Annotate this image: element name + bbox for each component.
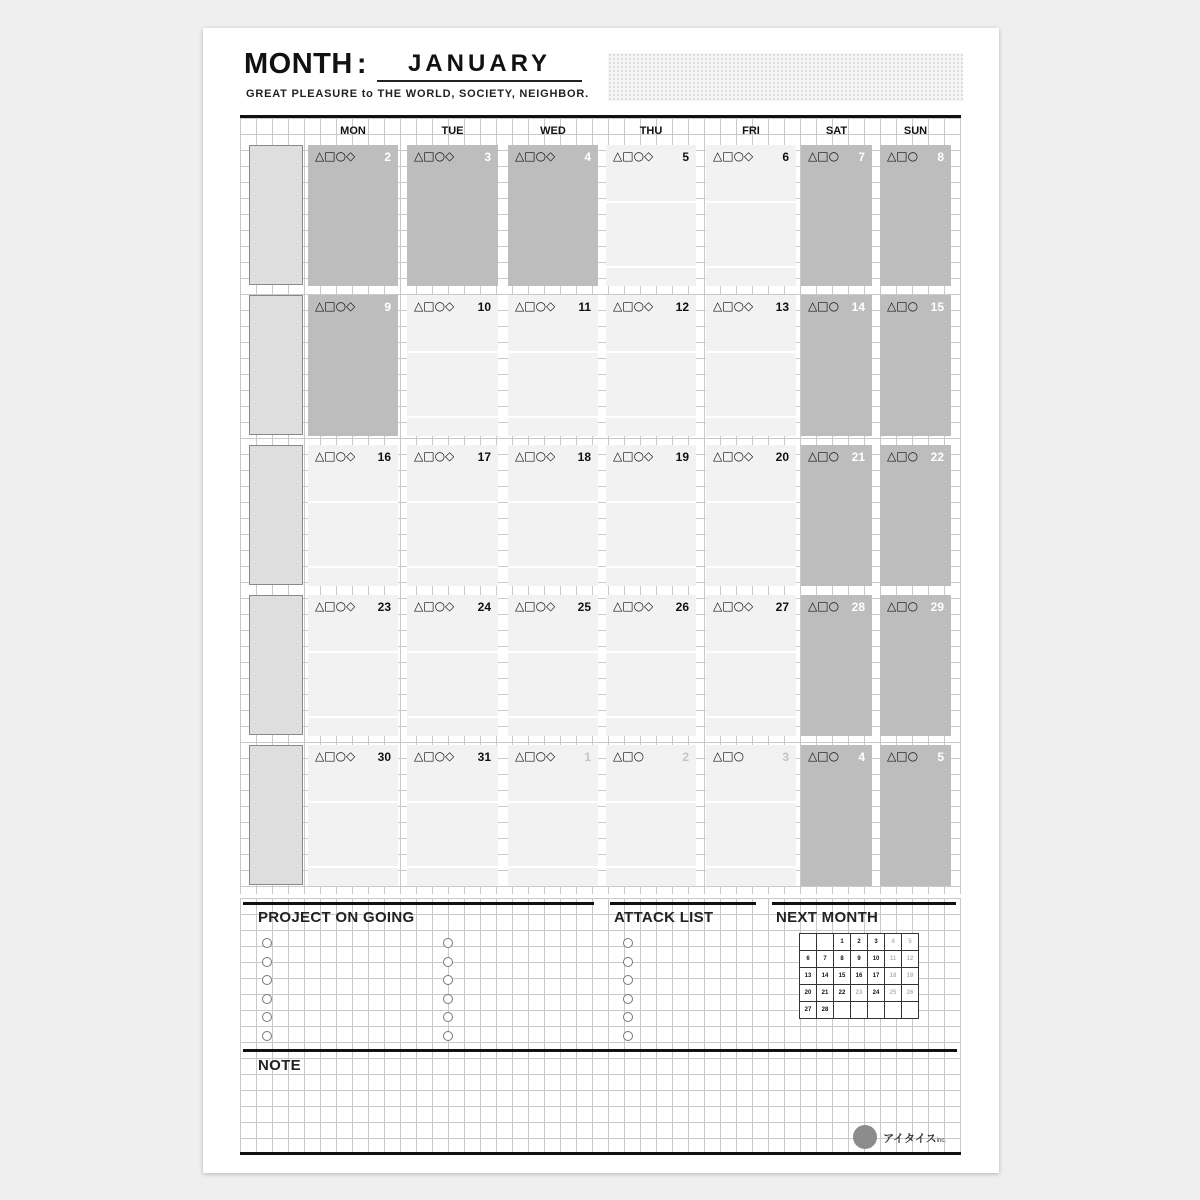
day-cell[interactable]: [706, 145, 796, 286]
day-checkmark-symbols: △□○: [808, 149, 840, 163]
day-cell[interactable]: [508, 745, 598, 886]
day-number: 7: [858, 150, 865, 164]
month-colon: :: [356, 48, 367, 80]
day-number: 23: [377, 600, 391, 614]
day-number: 5: [937, 750, 944, 764]
mini-calendar-day: 8: [834, 951, 851, 968]
day-cell-lines: [407, 801, 498, 868]
day-cell[interactable]: [801, 445, 872, 586]
checklist-circle[interactable]: [623, 975, 633, 985]
weekday-fri: FRI: [742, 125, 760, 137]
checklist-circle[interactable]: [623, 994, 633, 1004]
day-cell-lines: [308, 501, 398, 568]
logo-suffix: inc.: [936, 1138, 947, 1144]
day-number: 28: [851, 600, 865, 614]
day-checkmark-symbols: △□○◇: [315, 149, 356, 163]
day-checkmark-symbols: △□○◇: [414, 299, 455, 313]
day-number: 15: [930, 300, 944, 314]
mini-calendar-day: 15: [834, 968, 851, 985]
day-cell[interactable]: [407, 295, 498, 436]
mini-calendar-day: 27: [800, 1002, 817, 1019]
day-cell[interactable]: [606, 595, 696, 736]
mini-calendar-day: 18: [885, 968, 902, 985]
footer-line: [240, 1152, 961, 1155]
mini-calendar-day: 24: [868, 985, 885, 1002]
month-value[interactable]: JANUARY: [377, 50, 582, 82]
next-month-calendar: [799, 933, 919, 1019]
day-number: 18: [577, 450, 591, 464]
day-cell[interactable]: [308, 145, 398, 286]
day-cell-lines: [606, 351, 696, 418]
mini-calendar-day: 23: [851, 985, 868, 1002]
day-number: 13: [775, 300, 789, 314]
checklist-circle[interactable]: [443, 994, 453, 1004]
day-number: 9: [384, 300, 391, 314]
mini-calendar-day: 2: [851, 934, 868, 951]
next-month-title: NEXT MONTH: [776, 909, 879, 926]
mini-calendar-day: [800, 934, 817, 951]
day-cell-lines: [606, 651, 696, 718]
checklist-circle[interactable]: [443, 1012, 453, 1022]
header-divider: [240, 115, 961, 118]
day-checkmark-symbols: △□○◇: [515, 749, 556, 763]
day-checkmark-symbols: △□○◇: [315, 749, 356, 763]
day-cell[interactable]: [308, 745, 398, 886]
day-checkmark-symbols: △□○◇: [315, 299, 356, 313]
day-checkmark-symbols: △□○: [808, 449, 840, 463]
day-checkmark-symbols: △□○◇: [713, 149, 754, 163]
mini-calendar-day: 26: [902, 985, 919, 1002]
day-number: 17: [477, 450, 491, 464]
day-cell[interactable]: [508, 445, 598, 586]
checklist-circle[interactable]: [623, 1012, 633, 1022]
weekday-wed: WED: [540, 125, 566, 137]
mini-calendar-row: [800, 985, 919, 1002]
day-cell[interactable]: [706, 445, 796, 586]
mini-calendar-day: 10: [868, 951, 885, 968]
checklist-circle[interactable]: [623, 1031, 633, 1041]
day-number: 4: [858, 750, 865, 764]
weekday-tue: TUE: [441, 125, 464, 137]
checklist-circle[interactable]: [262, 994, 272, 1004]
day-cell-lines: [508, 651, 598, 718]
day-number: 3: [484, 150, 491, 164]
logo-brand: アイタイス: [883, 1133, 937, 1145]
day-cell[interactable]: [801, 745, 872, 886]
dotted-notes-box[interactable]: [608, 53, 963, 101]
day-number: 4: [584, 150, 591, 164]
day-cell-lines: [508, 351, 598, 418]
day-checkmark-symbols: △□○: [808, 749, 840, 763]
day-checkmark-symbols: △□○: [887, 299, 919, 313]
day-number: 21: [851, 450, 865, 464]
day-cell[interactable]: [508, 145, 598, 286]
mini-calendar-day: [817, 934, 834, 951]
day-number: 5: [682, 150, 689, 164]
day-cell[interactable]: [407, 445, 498, 586]
day-checkmark-symbols: △□○◇: [515, 599, 556, 613]
day-cell[interactable]: [407, 145, 498, 286]
day-cell[interactable]: [706, 295, 796, 436]
mini-calendar-day: 6: [800, 951, 817, 968]
logo-text: [883, 1130, 946, 1146]
day-checkmark-symbols: △□○◇: [414, 599, 455, 613]
day-checkmark-symbols: △□○◇: [515, 149, 556, 163]
day-checkmark-symbols: △□○◇: [613, 599, 654, 613]
day-checkmark-symbols: △□○: [887, 749, 919, 763]
week-label-box[interactable]: [249, 145, 303, 285]
mini-calendar-day: 1: [834, 934, 851, 951]
day-cell-lines: [706, 501, 796, 568]
day-checkmark-symbols: △□○: [887, 149, 919, 163]
day-cell[interactable]: [880, 445, 951, 586]
day-cell[interactable]: [606, 295, 696, 436]
day-cell[interactable]: [801, 295, 872, 436]
day-number: 3: [782, 750, 789, 764]
day-cell[interactable]: [508, 595, 598, 736]
day-cell[interactable]: [880, 745, 951, 886]
day-number: 6: [782, 150, 789, 164]
checklist-circle[interactable]: [443, 975, 453, 985]
weekday-thu: THU: [639, 125, 663, 137]
day-cell-lines: [606, 501, 696, 568]
day-cell[interactable]: [880, 595, 951, 736]
mini-calendar-day: 12: [902, 951, 919, 968]
day-cell-lines: [508, 801, 598, 868]
mini-calendar-day: 3: [868, 934, 885, 951]
day-number: 10: [477, 300, 491, 314]
day-number: 1: [584, 750, 591, 764]
mini-calendar-day: 4: [885, 934, 902, 951]
month-label: [244, 48, 367, 81]
week-label-box[interactable]: [249, 595, 303, 735]
mini-calendar-day: 16: [851, 968, 868, 985]
mini-calendar-day: [885, 1002, 902, 1019]
day-checkmark-symbols: △□○◇: [713, 599, 754, 613]
next-month-divider: [772, 902, 956, 905]
day-checkmark-symbols: △□○◇: [613, 149, 654, 163]
day-checkmark-symbols: △□○◇: [713, 449, 754, 463]
mini-calendar-row: [800, 1002, 919, 1019]
mini-calendar-day: [868, 1002, 885, 1019]
day-cell[interactable]: [706, 595, 796, 736]
mini-calendar-day: 5: [902, 934, 919, 951]
day-cell-lines: [706, 351, 796, 418]
day-number: 14: [851, 300, 865, 314]
checklist-circle[interactable]: [262, 938, 272, 948]
note-title: NOTE: [258, 1057, 301, 1074]
day-number: 20: [775, 450, 789, 464]
day-number: 2: [384, 150, 391, 164]
mini-calendar-row: [800, 951, 919, 968]
day-number: 26: [675, 600, 689, 614]
week-label-box[interactable]: [249, 445, 303, 585]
day-number: 22: [930, 450, 944, 464]
day-checkmark-symbols: △□○◇: [414, 749, 455, 763]
mini-calendar-day: 7: [817, 951, 834, 968]
mini-calendar-day: 25: [885, 985, 902, 1002]
day-number: 30: [377, 750, 391, 764]
weekday-sun: SUN: [903, 125, 928, 137]
week-label-box[interactable]: [249, 295, 303, 435]
project-title: PROJECT ON GOING: [258, 909, 415, 926]
day-cell[interactable]: [407, 595, 498, 736]
day-number: 8: [937, 150, 944, 164]
day-cell[interactable]: [880, 145, 951, 286]
day-cell-lines: [706, 801, 796, 868]
day-cell-lines: [308, 801, 398, 868]
day-number: 16: [377, 450, 391, 464]
day-cell[interactable]: [606, 145, 696, 286]
checklist-circle[interactable]: [443, 938, 453, 948]
mini-calendar-day: 14: [817, 968, 834, 985]
day-checkmark-symbols: △□○◇: [613, 449, 654, 463]
day-number: 2: [682, 750, 689, 764]
day-cell[interactable]: [308, 595, 398, 736]
checklist-circle[interactable]: [262, 975, 272, 985]
checklist-circle[interactable]: [262, 957, 272, 967]
tagline: GREAT PLEASURE to THE WORLD, SOCIETY, NEIGHBOR.: [246, 88, 589, 100]
day-cell-lines: [407, 651, 498, 718]
day-cell[interactable]: [880, 295, 951, 436]
checklist-circle[interactable]: [623, 938, 633, 948]
attack-title: ATTACK LIST: [614, 909, 714, 926]
attack-divider: [610, 902, 756, 905]
day-checkmark-symbols: △□○◇: [414, 149, 455, 163]
day-cell-lines: [606, 201, 696, 268]
day-cell[interactable]: [801, 145, 872, 286]
day-number: 29: [930, 600, 944, 614]
logo-ball-icon: [853, 1125, 877, 1149]
week-label-box[interactable]: [249, 745, 303, 885]
day-number: 19: [675, 450, 689, 464]
day-number: 11: [578, 300, 591, 314]
day-checkmark-symbols: △□○: [808, 599, 840, 613]
day-checkmark-symbols: △□○: [808, 299, 840, 313]
mini-calendar-day: [902, 1002, 919, 1019]
day-checkmark-symbols: △□○◇: [315, 449, 356, 463]
day-checkmark-symbols: △□○◇: [713, 299, 754, 313]
day-checkmark-symbols: △□○: [887, 449, 919, 463]
day-cell[interactable]: [308, 295, 398, 436]
day-cell[interactable]: [606, 445, 696, 586]
checklist-circle[interactable]: [262, 1012, 272, 1022]
day-cell-lines: [407, 501, 498, 568]
day-cell-lines: [606, 801, 696, 868]
mini-calendar-day: 28: [817, 1002, 834, 1019]
mini-calendar-day: [834, 1002, 851, 1019]
day-number: 12: [675, 300, 689, 314]
day-cell-lines: [706, 651, 796, 718]
day-cell-lines: [706, 201, 796, 268]
month-label-text: MONTH: [244, 48, 353, 80]
day-cell-lines: [508, 501, 598, 568]
weekday-sat: SAT: [825, 125, 848, 137]
mini-calendar-day: 19: [902, 968, 919, 985]
checklist-circle[interactable]: [443, 1031, 453, 1041]
mini-calendar-day: 17: [868, 968, 885, 985]
day-cell[interactable]: [308, 445, 398, 586]
mini-calendar-day: 20: [800, 985, 817, 1002]
day-checkmark-symbols: △□○: [613, 749, 645, 763]
day-cell[interactable]: [801, 595, 872, 736]
mini-calendar-day: 22: [834, 985, 851, 1002]
day-checkmark-symbols: △□○: [887, 599, 919, 613]
planner-sheet: [203, 28, 999, 1173]
day-number: 27: [775, 600, 789, 614]
day-checkmark-symbols: △□○◇: [414, 449, 455, 463]
day-checkmark-symbols: △□○◇: [515, 299, 556, 313]
project-divider: [243, 902, 594, 905]
day-cell-lines: [308, 651, 398, 718]
mini-calendar-day: [851, 1002, 868, 1019]
day-checkmark-symbols: △□○: [713, 749, 745, 763]
note-divider: [243, 1049, 957, 1052]
day-cell[interactable]: [407, 745, 498, 886]
day-cell[interactable]: [508, 295, 598, 436]
day-checkmark-symbols: △□○◇: [613, 299, 654, 313]
day-cell-lines: [407, 351, 498, 418]
mini-calendar-day: 13: [800, 968, 817, 985]
day-cell[interactable]: [706, 745, 796, 886]
day-number: 25: [577, 600, 591, 614]
day-number: 24: [477, 600, 491, 614]
mini-calendar-day: 9: [851, 951, 868, 968]
mini-calendar-day: 21: [817, 985, 834, 1002]
mini-calendar-day: 11: [885, 951, 902, 968]
day-number: 31: [477, 750, 491, 764]
mini-calendar-row: [800, 968, 919, 985]
day-checkmark-symbols: △□○◇: [315, 599, 356, 613]
mini-calendar-row: [800, 934, 919, 951]
checklist-circle[interactable]: [443, 957, 453, 967]
checklist-circle[interactable]: [623, 957, 633, 967]
day-cell[interactable]: [606, 745, 696, 886]
weekday-mon: MON: [340, 125, 366, 137]
day-checkmark-symbols: △□○◇: [515, 449, 556, 463]
checklist-circle[interactable]: [262, 1031, 272, 1041]
